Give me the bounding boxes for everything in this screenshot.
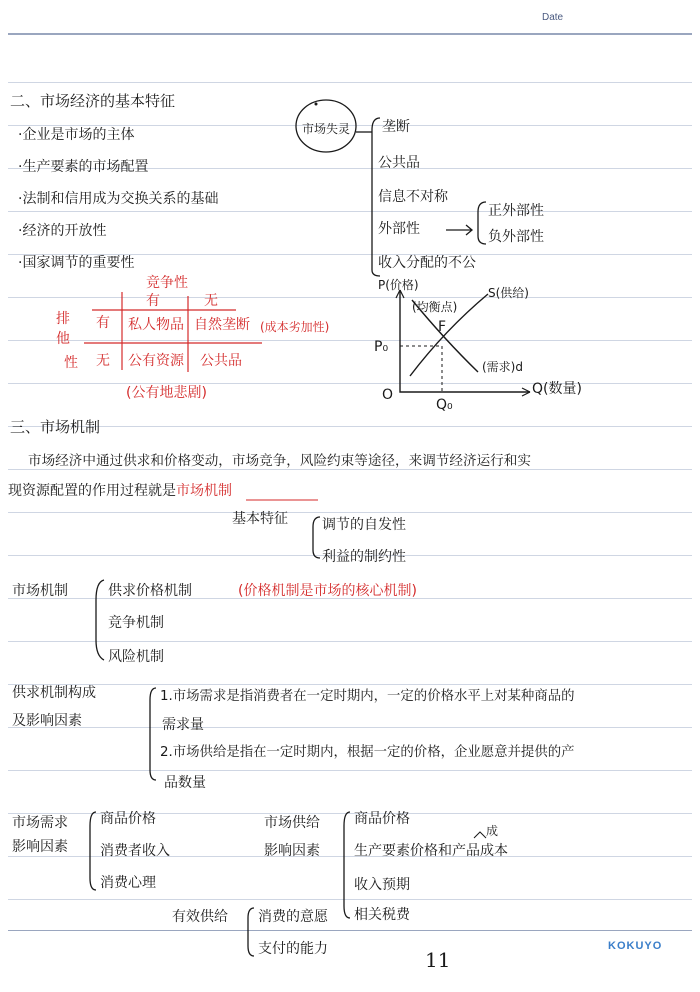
demand-factor-item: 商品价格	[100, 811, 156, 827]
mechanism-note: (价格机制是市场的核心机制)	[238, 583, 417, 599]
section3-para2: 现资源配置的作用过程就是	[8, 483, 176, 499]
mechanism-label: 市场机制	[12, 583, 68, 599]
effective-supply-item: 消费的意愿	[258, 909, 328, 925]
market-failure-item: 外部性	[378, 221, 420, 237]
market-failure-item: 信息不对称	[378, 189, 448, 205]
brand-logo: KOKUYO	[608, 940, 663, 952]
tragedy-note: (公有地悲剧)	[126, 385, 207, 401]
mechanism-item: 风险机制	[108, 649, 164, 665]
demand-factor-item: 消费者收入	[100, 843, 170, 859]
p0-label: P₀	[374, 339, 389, 355]
cell-note: (成本劣加性)	[260, 320, 330, 334]
equilibrium-note: (均衡点)	[412, 300, 458, 314]
origin-label: O	[382, 387, 394, 403]
date-label: Date	[542, 12, 564, 23]
graph-y-label: P(价格)	[378, 278, 419, 292]
supply-factor-item: 生产要素价格和产品成本	[354, 843, 508, 859]
col-yes: 有	[146, 293, 160, 309]
supply-factor-item: 商品价格	[354, 811, 410, 827]
exclusive-label: 性	[64, 355, 78, 371]
demand-label: (需求)d	[482, 360, 523, 374]
q0-label: Q₀	[436, 397, 453, 413]
demand-factors-label: 市场需求	[12, 815, 68, 831]
cell-natural-monopoly: 自然垄断	[194, 317, 250, 333]
section2-title: 二、市场经济的基本特征	[10, 92, 176, 110]
equilibrium-point: F	[438, 319, 447, 335]
mechanism-item: 竞争机制	[108, 615, 164, 631]
effective-supply-item: 支付的能力	[258, 941, 328, 957]
market-failure-label: 市场失灵	[302, 122, 351, 136]
formation-line: 品数量	[164, 775, 206, 791]
basic-feature-item: 利益的制约性	[322, 549, 406, 565]
row-yes-label: 有	[96, 315, 110, 331]
basic-features-label: 基本特征	[232, 511, 288, 527]
market-failure-item: 公共品	[378, 155, 420, 171]
section3-paragraph	[8, 482, 232, 500]
competitive-header: 竞争性	[146, 275, 188, 291]
basic-feature-item: 调节的自发性	[322, 517, 406, 533]
cell-common-resource: 公有资源	[128, 353, 184, 369]
demand-factors-label: 影响因素	[12, 839, 68, 855]
market-failure-item: 收入分配的不公	[378, 255, 476, 271]
feature-item: ·生产要素的市场配置	[18, 159, 149, 175]
mechanism-item: 供求价格机制	[108, 583, 192, 599]
formation-line: 1.市场需求是指消费者在一定时期内，一定的价格水平上对某种商品的	[160, 689, 575, 704]
supply-label: S(供给)	[488, 286, 529, 300]
row-no-label: 无	[96, 353, 110, 369]
externality-item: 负外部性	[488, 229, 544, 245]
formation-label: 供求机制构成	[12, 685, 96, 701]
section3-title: 三、市场机制	[10, 418, 101, 436]
col-no: 无	[204, 293, 218, 309]
externality-item: 正外部性	[488, 203, 544, 219]
cell-public-goods: 公共品	[200, 353, 242, 369]
feature-item: ·企业是市场的主体	[18, 127, 135, 143]
insert-mark: 成	[486, 824, 499, 838]
demand-factor-item: 消费心理	[100, 875, 156, 891]
page-number: 11	[425, 948, 451, 972]
supply-factors-label: 市场供给	[264, 815, 320, 831]
section3-paragraph: 市场经济中通过供求和价格变动，市场竞争，风险约束等途径，来调节经济运行和实	[28, 453, 531, 469]
cell-private-goods: 私人物品	[128, 317, 184, 333]
graph-x-label: Q(数量)	[532, 381, 582, 397]
supply-factor-item: 收入预期	[354, 877, 410, 893]
feature-item: ·国家调节的重要性	[18, 255, 135, 271]
exclusive-label: 排	[56, 311, 70, 327]
formation-line: 2.市场供给是指在一定时期内，根据一定的价格，企业愿意并提供的产	[160, 745, 575, 760]
market-failure-item: 垄断	[382, 119, 410, 135]
exclusive-label: 他	[56, 331, 70, 347]
supply-factors-label: 影响因素	[264, 843, 320, 859]
market-mechanism-term: 市场机制	[176, 483, 232, 499]
feature-item: ·法制和信用成为交换关系的基础	[18, 191, 219, 207]
arrow-icon	[446, 225, 472, 235]
effective-supply-label: 有效供给	[172, 909, 228, 925]
formation-line: 需求量	[162, 717, 204, 733]
formation-label: 及影响因素	[12, 713, 82, 729]
supply-factor-item: 相关税费	[354, 907, 410, 923]
feature-item: ·经济的开放性	[18, 223, 107, 239]
